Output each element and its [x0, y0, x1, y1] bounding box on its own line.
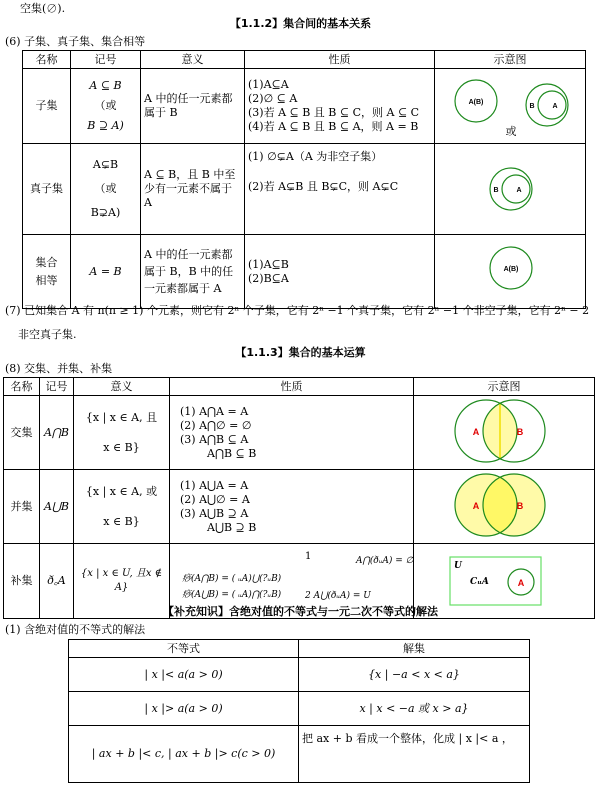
table-row — [69, 692, 530, 726]
table-header-row — [23, 51, 586, 69]
row-symbol: A = B — [71, 235, 141, 309]
row-name: 交集 — [4, 396, 40, 470]
row-symbol — [71, 69, 141, 144]
meaning-line: 一元素都属于 A — [144, 281, 222, 295]
label-a: A — [516, 187, 522, 194]
symbol-line: B ⊇ A) — [87, 119, 124, 132]
property-line: 2 A⋃(ðᵤA) = U — [305, 591, 371, 601]
table-row-equal-sets — [23, 235, 586, 309]
property-line: (1)A⊆A — [248, 78, 289, 91]
property-line: 痧(A⋂B) = ( ᵤA)⋃(?ᵤB) — [182, 574, 282, 584]
row-name: 补集 — [4, 544, 40, 619]
intro-line: 空集(∅). — [20, 2, 66, 15]
union-venn-diagram — [414, 470, 595, 539]
intersection-venn-diagram — [414, 396, 595, 465]
label-b: B — [529, 103, 535, 110]
note-7-line1: (7) 已知集合 A 有 n(n ≥ 1) 个元素，则它有 2ⁿ 个子集，它有 2ⁿ −1 个真子集，它有 2ⁿ −1 个非空子集，它有 2ⁿ − 2 — [5, 304, 590, 317]
table-row — [69, 658, 530, 692]
header-meaning: 意义 — [141, 51, 245, 69]
header-properties: 性质 — [170, 378, 414, 396]
meaning-line: x ∈ B} — [103, 440, 140, 454]
row-meaning — [74, 470, 170, 544]
table-row-subset — [23, 69, 586, 144]
header-diagram: 示意图 — [435, 51, 586, 69]
section-113-title: 【1.1.3】集合的基本运算 — [235, 346, 366, 359]
universe-box — [450, 557, 541, 605]
table-row — [69, 726, 530, 783]
supplement-title: 【补充知识】含绝对值的不等式与一元二次不等式的解法 — [163, 605, 438, 618]
property-line: (1) A⋂A = A — [180, 404, 249, 418]
row-diagram — [435, 144, 586, 235]
label-a: A — [517, 578, 525, 588]
equal-venn-diagram — [435, 235, 586, 304]
symbol-line: （或 — [94, 99, 117, 112]
row-properties — [170, 396, 414, 470]
row-diagram — [414, 470, 595, 544]
row-meaning — [141, 69, 245, 144]
row-diagram — [435, 69, 586, 144]
symbol-line: A ⊆ B — [89, 79, 122, 92]
supplement-subtitle: (1) 含绝对值的不等式的解法 — [5, 623, 146, 636]
name-line: 集合 — [35, 255, 58, 269]
row-symbol — [71, 144, 141, 235]
label-ab: A(B) — [503, 266, 519, 273]
row-name: 子集 — [23, 69, 71, 144]
label-a: A — [472, 427, 480, 437]
label-ab: A(B) — [468, 99, 484, 106]
name-line: 相等 — [35, 273, 58, 287]
row-meaning: {x | x ∈ U, 且x ∉ A} — [74, 544, 170, 619]
property-line: A⋃B ⊇ B — [207, 520, 257, 534]
meaning-line: A 中的任一元素都 — [144, 92, 233, 105]
subset-venn-diagram — [435, 69, 586, 139]
meaning-line: x ∈ B} — [103, 514, 140, 528]
relations-table — [22, 50, 586, 309]
solution-cell: 把 ax + b 看成一个整体，化成 | x |< a ， — [299, 726, 530, 783]
inequality-cell: | x |> a(a > 0) — [69, 692, 299, 726]
label-complement: CᵤA — [470, 577, 489, 587]
property-line: (1)A⊆B — [248, 257, 289, 271]
property-line: (2)B⊆A — [248, 271, 289, 285]
property-line: A⋂(ðᵤA) = ∅ — [356, 556, 414, 566]
solution-cell: x | x < −a 或 x > a} — [299, 692, 530, 726]
table-row-intersection — [4, 396, 595, 470]
meaning-line: 属于 B，B 中的任 — [144, 264, 234, 278]
property-line: (3) A⋂B ⊆ A — [180, 432, 249, 446]
header-name: 名称 — [4, 378, 40, 396]
inequality-cell: | ax + b |< c, | ax + b |> c(c > 0) — [69, 726, 299, 783]
table-row-union — [4, 470, 595, 544]
property-line: 痧(A⋃B) = ( ᵤA)⋂(?ᵤB) — [182, 590, 282, 600]
header-symbol: 记号 — [40, 378, 74, 396]
property-number: 1 — [305, 551, 312, 562]
label-b: B — [493, 187, 499, 194]
property-line: (2) A⋂∅ = ∅ — [180, 418, 252, 432]
label-b: B — [516, 501, 524, 511]
label-a: A — [472, 501, 480, 511]
row-symbol: ð꜀A — [40, 544, 74, 619]
meaning-line: {x | x ∈ A, 或 — [85, 484, 158, 498]
property-line: (1) ∅⊊A（A 为非空子集） — [248, 150, 383, 163]
complement-venn-diagram — [414, 544, 595, 614]
meaning-line: 属于 B — [144, 106, 178, 119]
property-line: (4)若 A ⊆ B 且 B ⊆ A，则 A = B — [248, 120, 419, 133]
meaning-line: A — [144, 196, 152, 209]
row-properties — [245, 235, 435, 309]
section-112-title: 【1.1.2】集合间的基本关系 — [229, 17, 372, 30]
row-diagram — [435, 235, 586, 309]
table-header-row — [69, 640, 530, 658]
header-properties: 性质 — [245, 51, 435, 69]
section-113-subtitle: (8) 交集、并集、补集 — [5, 362, 113, 375]
table-row-proper-subset — [23, 144, 586, 235]
label-a: A — [552, 103, 558, 110]
row-meaning — [141, 235, 245, 309]
label-b: B — [516, 427, 524, 437]
property-line: (2)∅ ⊆ A — [248, 92, 298, 105]
inequality-table — [68, 639, 530, 783]
header-symbol: 记号 — [71, 51, 141, 69]
property-line: (2) A⋃∅ = A — [180, 492, 250, 506]
or-label: 或 — [505, 125, 517, 138]
meaning-line: A 中的任一元素都 — [144, 247, 233, 261]
section-112-subtitle: (6) 子集、真子集、集合相等 — [5, 35, 146, 48]
header-name: 名称 — [23, 51, 71, 69]
property-line: (1) A⋃A = A — [180, 478, 249, 492]
row-name: 真子集 — [23, 144, 71, 235]
row-diagram — [414, 396, 595, 470]
solution-cell: {x | −a < x < a} — [299, 658, 530, 692]
symbol-line: B⊋A) — [90, 206, 121, 219]
label-u: U — [454, 561, 462, 571]
property-line: A⋂B ⊆ B — [207, 446, 257, 460]
row-symbol: A⋂B — [40, 396, 74, 470]
meaning-line: {x | x ∈ A, 且 — [85, 410, 158, 424]
row-properties — [245, 69, 435, 144]
symbol-line: （或 — [94, 182, 117, 195]
symbol-line: A⊊B — [92, 158, 119, 171]
property-line: (2)若 A⊊B 且 B⊊C，则 A⊊C — [248, 180, 399, 193]
table-header-row — [4, 378, 595, 396]
header-meaning: 意义 — [74, 378, 170, 396]
row-properties — [170, 470, 414, 544]
inequality-cell: | x |< a(a > 0) — [69, 658, 299, 692]
header-solution: 解集 — [299, 640, 530, 658]
property-line: (3)若 A ⊆ B 且 B ⊆ C，则 A ⊆ C — [248, 106, 420, 119]
meaning-line: A ⊆ B，且 B 中至 — [144, 168, 236, 181]
proper-subset-venn-diagram — [435, 144, 586, 230]
operations-table — [3, 377, 595, 619]
row-name — [23, 235, 71, 309]
row-meaning — [74, 396, 170, 470]
property-line: (3) A⋃B ⊇ A — [180, 506, 249, 520]
row-meaning — [141, 144, 245, 235]
row-name: 并集 — [4, 470, 40, 544]
header-inequality: 不等式 — [69, 640, 299, 658]
row-properties — [245, 144, 435, 235]
row-symbol: A⋃B — [40, 470, 74, 544]
header-diagram: 示意图 — [414, 378, 595, 396]
note-7-line2: 非空真子集. — [18, 328, 77, 341]
meaning-line: 少有一元素不属于 — [144, 182, 232, 195]
